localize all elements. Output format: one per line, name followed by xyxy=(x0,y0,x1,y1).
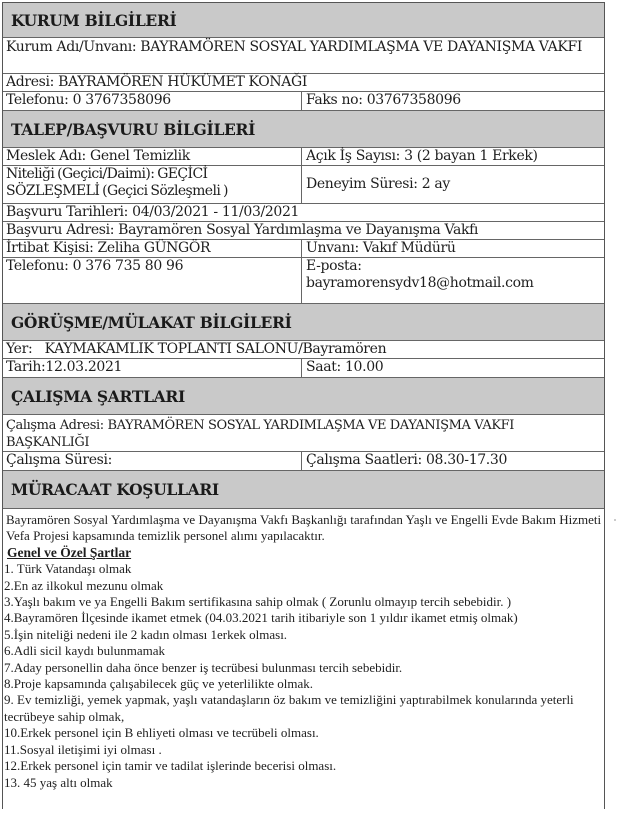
irtibat-kisisi-value: İrtibat Kişisi: Zeliha GÜNGÖR xyxy=(3,240,302,257)
eposta-link[interactable]: bayramorensydv18@hotmail.com xyxy=(306,275,534,291)
conditions-heading: Genel ve Özel Şartlar xyxy=(7,544,132,560)
row-irtibat xyxy=(3,240,604,258)
condition-item: 6.Adli sicil kaydı bulunmamak xyxy=(4,643,166,659)
section-heading-kurum: KURUM BİLGİLERİ xyxy=(3,3,604,38)
iletisim-telefon-value: Telefonu: 0 376 735 80 96 xyxy=(3,258,302,303)
row-iletisim xyxy=(3,258,604,304)
kurum-adres-value: Adresi: BAYRAMÖREN HÜKÜMET KONAĞI xyxy=(6,74,308,90)
gorusme-tarih-value: Tarih:12.03.2021 xyxy=(3,359,302,377)
condition-item: 10.Erkek personel için B ehliyeti olması ve tecrübeli olması. xyxy=(4,725,319,741)
row-kurum-adi xyxy=(3,38,604,74)
condition-item: 1. Türk Vatandaşı olmak xyxy=(4,561,132,577)
eposta-cell xyxy=(302,258,604,303)
section-heading-calisma: ÇALIŞMA ŞARTLARI xyxy=(3,378,604,415)
gorusme-yer-value: Yer: KAYMAKAMLIK TOPLANTI SALONU/Bayramören xyxy=(6,341,387,357)
muracaat-body xyxy=(3,509,604,809)
row-meslek xyxy=(3,148,604,166)
gorusme-saat-value: Saat: 10.00 xyxy=(306,359,384,375)
irtibat-unvan-value: Unvanı: Vakıf Müdürü xyxy=(306,240,456,256)
kurum-telefon-value: Telefonu: 0 3767358096 xyxy=(3,92,302,110)
condition-item: 13. 45 yaş altı olmak xyxy=(4,774,113,790)
condition-item: 12.Erkek personel için tamir ve tadilat işlerinde becerisi olması. xyxy=(4,758,337,774)
application-form xyxy=(2,2,605,809)
row-basvuru-tarihleri xyxy=(3,204,604,222)
kurum-faks-value: Faks no: 03767358096 xyxy=(306,92,461,108)
row-kurum-telefon xyxy=(3,92,604,111)
meslek-value: Meslek Adı: Genel Temizlik xyxy=(3,148,302,165)
row-calisma-sure xyxy=(3,452,604,471)
condition-item: 5.İşin niteliği nedeni ile 2 kadın olması 1erkek olması. xyxy=(4,626,288,642)
condition-item: 8.Proje kapsamında çalışabilecek güç ve yeterlilikte olmak. xyxy=(4,676,314,692)
muracaat-intro: Bayramören Sosyal Yardımlaşma ve Dayanışma Vakfı Başkanlığı tarafından Yaşlı ve Engelli Evde Bakım Hizmeti Vefa Projesi kapsamında temizlik personel alımı yapılacaktır. xyxy=(6,512,602,544)
kurum-adi-value: Kurum Adı/Unvanı: BAYRAMÖREN SOSYAL YARDIMLAŞMA VE DAYANIŞMA VAKFI xyxy=(6,39,583,55)
row-gorusme-tarih xyxy=(3,359,604,378)
condition-item: 7.Aday personellin daha önce benzer iş tecrübesi bulunması tercih sebebidir. xyxy=(4,659,403,675)
condition-item: 4.Bayramören İlçesinde ikamet etmek (04.03.2021 tarih itibariyle son 1 yıldır ikamet etmiş olmak) xyxy=(4,610,518,626)
scan-speck xyxy=(614,519,616,521)
condition-item: 3.Yaşlı bakım ve ya Engelli Bakım sertifikasına sahip olmak ( Zorunlu olmayıp tercih sebebidir. ) xyxy=(4,594,512,610)
row-kurum-adres xyxy=(3,74,604,92)
basvuru-tarihleri-value: Başvuru Tarihleri: 04/03/2021 - 11/03/2021 xyxy=(6,204,300,220)
eposta-label: E-posta: xyxy=(306,258,362,274)
acik-is-value: Açık İş Sayısı: 3 (2 bayan 1 Erkek) xyxy=(306,148,538,164)
condition-item: 9. Ev temizliği, yemek yapmak, yaşlı vatandaşların öz bakım ve temizliğini yaptırabilmek konularında yeterli tecrübeye sahip olmak, xyxy=(4,692,574,724)
deneyim-value: Deneyim Süresi: 2 ay xyxy=(306,176,450,192)
row-calisma-adresi xyxy=(3,415,604,452)
basvuru-adresi-value: Başvuru Adresi: Bayramören Sosyal Yardımlaşma ve Dayanışma Vakfı xyxy=(6,222,479,238)
calisma-saatleri-value: Çalışma Saatleri: 08.30-17.30 xyxy=(306,452,508,468)
condition-item: 2.En az ilkokul mezunu olmak xyxy=(4,577,164,593)
nitelik-value: Niteliği (Geçici/Daimi): GEÇİCİ SÖZLEŞMELİ (Geçici Sözleşmeli ) xyxy=(3,166,302,203)
calisma-suresi-value: Çalışma Süresi: xyxy=(3,452,302,470)
row-nitelik xyxy=(3,166,604,204)
row-basvuru-adresi xyxy=(3,222,604,240)
calisma-adresi-value: Çalışma Adresi: BAYRAMÖREN SOSYAL YARDIMLAŞMA VE DAYANIŞMA VAKFI BAŞKANLIĞI xyxy=(6,418,515,450)
section-heading-talep: TALEP/BAŞVURU BİLGİLERİ xyxy=(3,111,604,148)
section-heading-gorusme: GÖRÜŞME/MÜLAKAT BİLGİLERİ xyxy=(3,304,604,341)
row-gorusme-yer xyxy=(3,341,604,359)
condition-item: 11.Sosyal iletişimi iyi olması . xyxy=(4,741,162,757)
section-heading-muracaat: MÜRACAAT KOŞULLARI xyxy=(3,471,604,509)
